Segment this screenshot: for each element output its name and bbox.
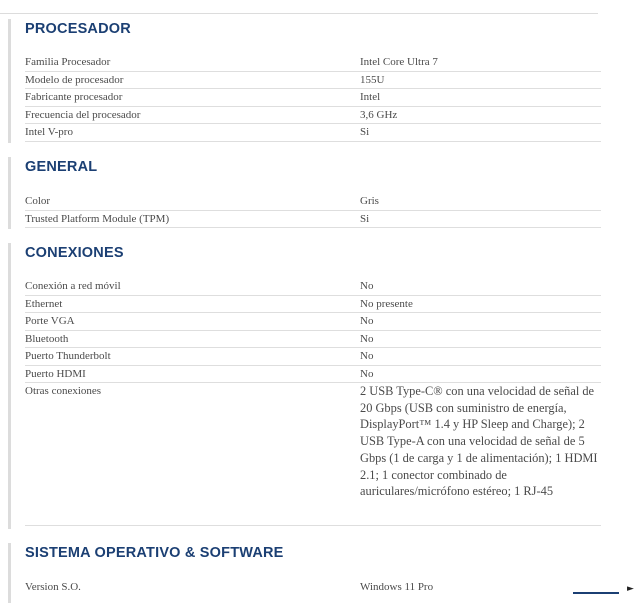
scroll-indicator-bar <box>573 592 619 594</box>
spec-value-long: 2 USB Type-C® con una velocidad de señal de 20 Gbps (USB con suministro de energía, DisplayPort™ 1.4 y HP Sleep and Charge); 2 USB Type-A con una velocidad de señal de 5 Gbps (1 de carga y 1 de alimentación); 1 HDMI 2.1; 1 conector combinado de auriculares/micrófono estéreo; 1 RJ-45 <box>360 384 598 499</box>
spec-label: Porte VGA <box>25 315 75 327</box>
spec-value: Gris <box>360 195 379 207</box>
section-title-sistema-operativo: SISTEMA OPERATIVO & SOFTWARE <box>25 545 284 561</box>
spec-label: Color <box>25 195 51 207</box>
spec-row <box>25 193 601 211</box>
spec-rows-conexiones <box>25 278 601 526</box>
spec-row <box>25 366 601 384</box>
spec-label: Trusted Platform Module (TPM) <box>25 212 170 225</box>
section-title-procesador: PROCESADOR <box>25 21 131 37</box>
section-general <box>8 157 598 229</box>
spec-label: Otras conexiones <box>25 385 102 397</box>
spec-value: Windows 11 Pro <box>360 581 434 593</box>
section-sistema-operativo <box>8 543 598 603</box>
spec-value: No <box>360 367 374 380</box>
spec-value: No <box>360 280 374 292</box>
spec-label: Modelo de procesador <box>25 73 124 86</box>
spec-value: No <box>360 315 374 327</box>
section-title-general: GENERAL <box>25 159 98 175</box>
spec-label: Intel V-pro <box>25 126 73 138</box>
spec-label: Ethernet <box>25 297 63 310</box>
section-title-conexiones: CONEXIONES <box>25 245 124 261</box>
spec-label: Conexión a red móvil <box>25 280 121 292</box>
spec-value: 3,6 GHz <box>360 108 398 121</box>
spec-row-otras-conexiones <box>25 383 601 526</box>
spec-value: No <box>360 332 374 345</box>
spec-row <box>25 278 601 296</box>
spec-row <box>25 211 601 229</box>
spec-rows-general <box>25 193 601 228</box>
spec-value: No <box>360 350 374 362</box>
spec-label: Puerto Thunderbolt <box>25 350 111 362</box>
spec-label: Version S.O. <box>25 581 81 593</box>
spec-row <box>25 124 601 142</box>
spec-value: Si <box>360 212 370 225</box>
spec-value: 155U <box>360 73 385 86</box>
spec-row <box>25 296 601 314</box>
spec-value: No presente <box>360 297 413 310</box>
top-divider <box>0 13 598 14</box>
spec-label: Familia Procesador <box>25 56 111 68</box>
spec-row <box>25 89 601 107</box>
spec-row <box>25 107 601 125</box>
spec-row <box>25 579 601 597</box>
spec-label: Frecuencia del procesador <box>25 108 141 121</box>
section-conexiones <box>8 243 598 529</box>
spec-row <box>25 54 601 72</box>
spec-rows-sistema-operativo <box>25 579 601 597</box>
spec-label: Puerto HDMI <box>25 367 86 380</box>
spec-rows-procesador <box>25 54 601 142</box>
spec-value: Intel Core Ultra 7 <box>360 56 438 68</box>
spec-row <box>25 72 601 90</box>
spec-row <box>25 348 601 366</box>
spec-label: Bluetooth <box>25 332 69 345</box>
cursor-arrow-icon: ► <box>627 584 634 594</box>
spec-row <box>25 313 601 331</box>
section-procesador <box>8 19 598 143</box>
spec-value: Si <box>360 126 370 138</box>
spec-value: Intel <box>360 91 381 103</box>
spec-label: Fabricante procesador <box>25 91 123 103</box>
spec-row <box>25 331 601 349</box>
